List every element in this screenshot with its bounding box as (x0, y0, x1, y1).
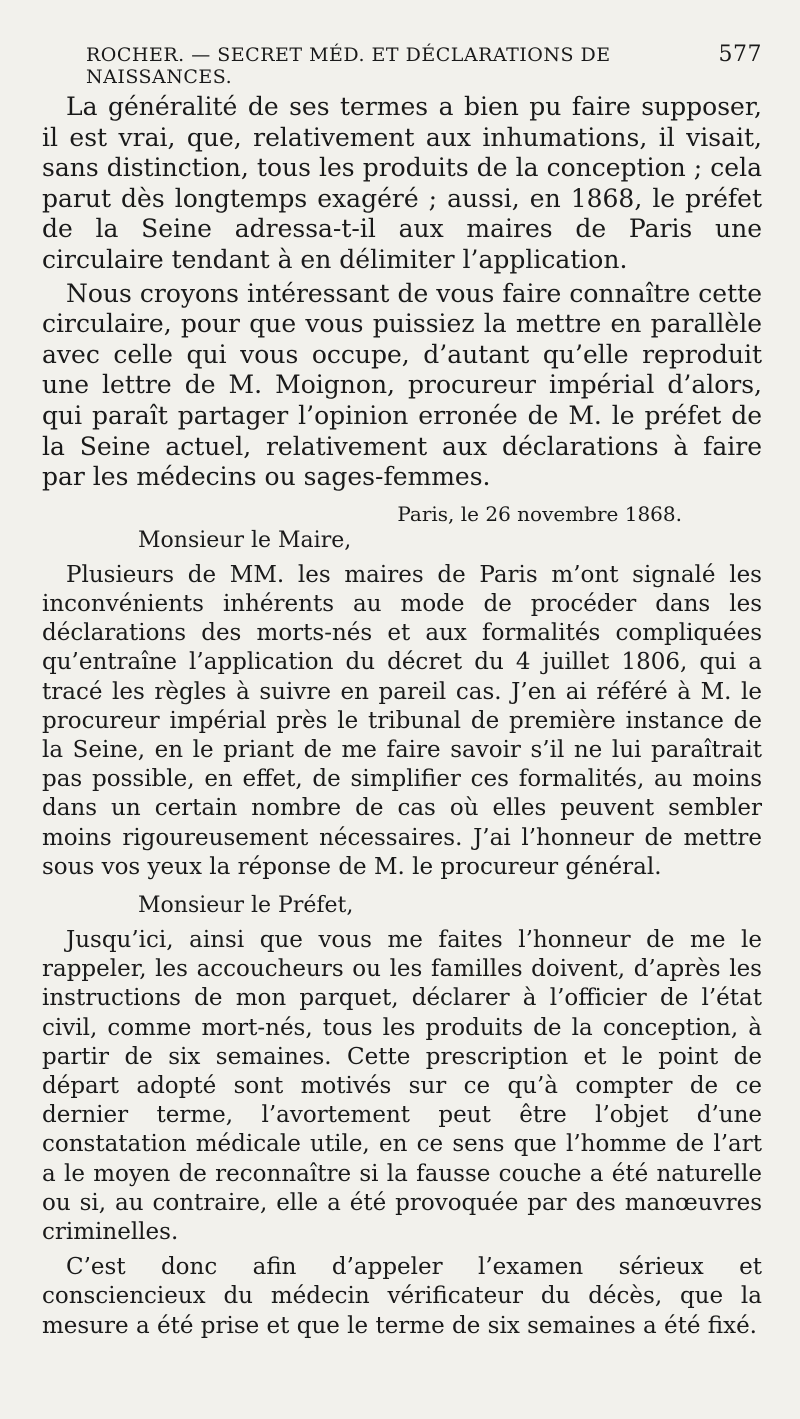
paragraph-intro: La généralité de ses termes a bien pu faire supposer, il est vrai, que, relativement aux inhumations, il visait, sans distinction, tous les produits de la conception ; cela parut dès longtemps exagéré ; aussi, en 1868, le préfet de la Seine adressa-t-il aux maires de Paris une circulaire tendant à en délimiter l’application. (42, 92, 762, 274)
running-header (86, 42, 762, 88)
letter-salutation-prefet: Monsieur le Préfet, (138, 892, 354, 918)
running-title: ROCHER. — SECRET MÉD. ET DÉCLARATIONS DE NAISSANCES. (86, 44, 611, 88)
reply-body-procureur: Jusqu’ici, ainsi que vous me faites l’honneur de me le rappeler, les accoucheurs ou les familles doivent, d’après les instructions de mon parquet, déclarer à l’officier de l’état civil, comme mort-nés, tous les produits de la conception, à partir de six semaines. Cette prescription et le point de départ adopté sont motivés sur ce qu’à compter de ce dernier terme, l’avortement peut être l’objet d’une constatation médicale utile, en ce sens que l’homme de l’art a le moyen de reconnaître si la fausse couche a été naturelle ou si, au contraire, elle a été provoquée par des manœuvres criminelles. (42, 926, 762, 1245)
page-number: 577 (718, 42, 762, 67)
main-text (42, 92, 762, 493)
letter-dateline: Paris, le 26 novembre 1868. (397, 501, 682, 526)
paragraph-circular-context: Nous croyons intéressant de vous faire connaître cette circulaire, pour que vous puissiez la mettre en parallèle avec celle qui vous occupe, d’autant qu’elle reproduit une lettre de M. Moignon, procureur impérial d’alors, qui paraît partager l’opinion erronée de M. le préfet de la Seine actuel, relativement aux déclarations à faire par les médecins ou sages-femmes. (42, 278, 762, 492)
letter-salutation-maire: Monsieur le Maire, (138, 527, 352, 553)
reply-body-conclusion: C’est donc afin d’appeler l’examen sérieux et consciencieux du médecin vérificateur du décès, que la mesure a été prise et que le terme de six semaines a été fixé. (42, 1254, 762, 1339)
letter-body-prefet: Plusieurs de MM. les maires de Paris m’ont signalé les inconvénients inhérents au mode de procéder dans les déclarations des morts-nés et aux formalités compliquées qu’entraîne l’application du décret du 4 juillet 1806, qui a tracé les règles à suivre en pareil cas. J’en ai référé à M. le procureur impérial près le tribunal de première instance de la Seine, en le priant de me faire savoir s’il ne lui paraîtrait pas possible, en effet, de simplifier ces formalités, au moins dans un certain nombre de cas où elles peuvent sembler moins rigoureusement nécessaires. J’ai l’honneur de mettre sous vos yeux la réponse de M. le procureur général. (42, 561, 762, 880)
